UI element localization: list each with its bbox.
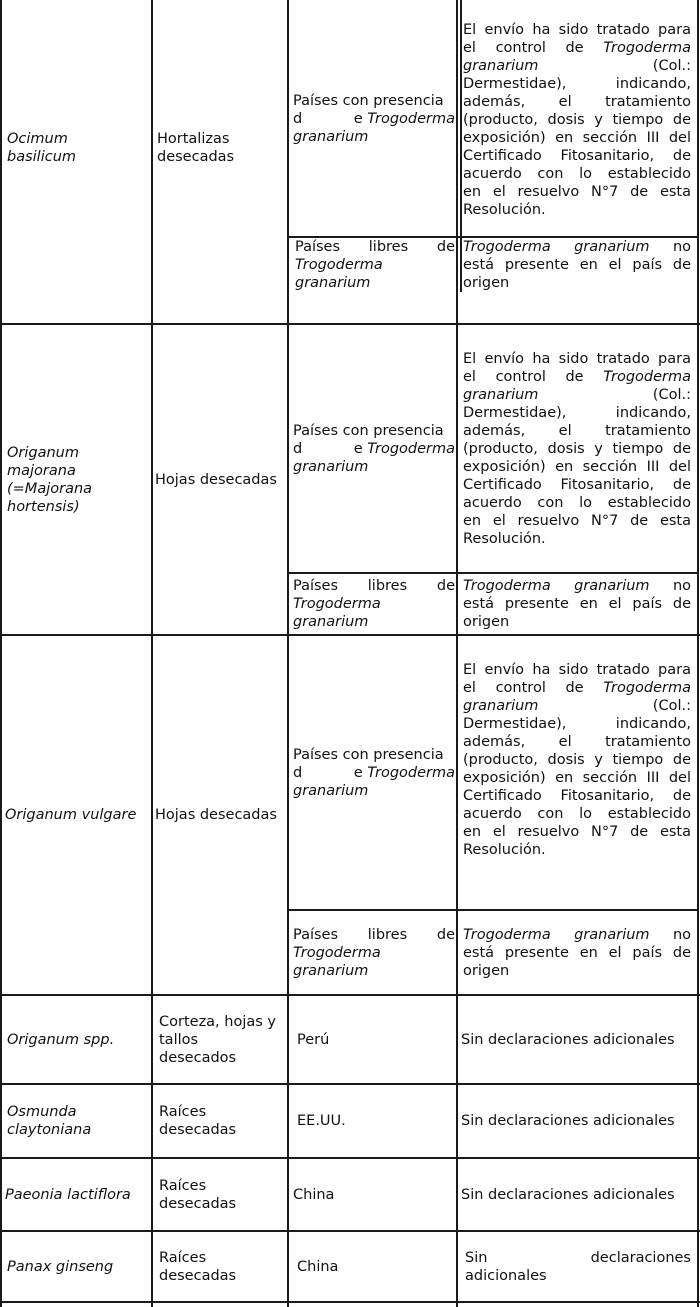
requirement-presence-cell <box>463 342 691 556</box>
species-name-line: majorana <box>7 462 76 479</box>
product-line: desecadas <box>159 1195 237 1212</box>
product-cell <box>155 636 287 994</box>
requirement-line: Trogoderma granarium no <box>463 926 692 943</box>
requirement-line: El envío ha sido tratado para <box>463 22 691 38</box>
product-line: tallos <box>159 1031 199 1048</box>
origin-line: granarium <box>293 782 369 799</box>
requirement-cell <box>465 1232 691 1301</box>
product-line: desecadas <box>159 1122 237 1138</box>
species-cell <box>5 636 151 994</box>
requirement-text: Sin declaraciones adicionales <box>461 1186 675 1203</box>
product-line: Hortalizas <box>157 131 230 147</box>
species-name-line: Origanum <box>7 444 79 461</box>
origin-line: d e Trogoderma <box>293 440 455 457</box>
origin-line: Países con presencia <box>293 422 444 439</box>
requirement-line: está presente en el país de <box>463 257 691 273</box>
product-line: Hojas desecadas <box>155 471 277 488</box>
product-line: Raíces <box>159 1249 207 1266</box>
species-name-line: Paeonia lactiflora <box>5 1186 131 1203</box>
requirement-line: Resolución. <box>463 842 546 858</box>
product-line: Hojas desecadas <box>155 807 277 823</box>
species-name-line: Panax ginseng <box>7 1258 114 1275</box>
column-divider-1 <box>151 0 153 1307</box>
product-cell <box>159 996 287 1083</box>
requirement-line: El envío ha sido tratado para <box>463 351 691 367</box>
origin-free-cell <box>293 911 455 994</box>
requirement-line: además, el tratamiento <box>463 423 691 439</box>
requirement-line: el control de Trogoderma <box>463 369 691 385</box>
requirement-presence-cell <box>463 655 691 865</box>
origin-line: Países con presencia <box>293 746 444 763</box>
requirement-line: El envío ha sido tratado para <box>463 662 691 678</box>
origin-presence-cell <box>293 2 455 236</box>
requirement-line: granarium (Col.: <box>463 698 691 714</box>
origin-free-cell <box>295 238 455 292</box>
species-cell <box>5 1159 151 1230</box>
requirement-line: Dermestidae), indicando, <box>463 405 691 421</box>
origin-line: granarium <box>295 275 371 291</box>
product-cell <box>159 1085 287 1157</box>
requirement-line: acuerdo con lo establecido <box>463 806 691 822</box>
origin-line: Trogoderma <box>295 257 383 273</box>
origin-country: China <box>297 1258 339 1275</box>
origin-country: China <box>293 1186 335 1203</box>
requirement-line: adicionales <box>465 1267 547 1284</box>
origin-country: Perú <box>297 1031 330 1048</box>
product-line: Raíces <box>159 1177 207 1194</box>
requirement-free-cell <box>463 574 691 634</box>
species-cell <box>7 1232 147 1301</box>
requirement-line: Certificado Fitosanitario, de <box>463 788 691 804</box>
requirement-line: acuerdo con lo establecido <box>463 166 691 182</box>
species-name-line: Ocimum <box>7 131 68 147</box>
requirement-line: además, el tratamiento <box>463 734 691 750</box>
requirement-line: además, el tratamiento <box>463 94 691 110</box>
requirement-line: en el resuelvo N°7 de esta <box>463 513 691 529</box>
requirement-line: Dermestidae), indicando, <box>463 716 691 732</box>
requirement-line: Trogoderma granarium no <box>463 239 692 255</box>
species-name-line: claytoniana <box>7 1122 92 1138</box>
requirement-free-cell <box>463 238 691 292</box>
product-cell <box>159 1232 287 1301</box>
product-line: desecadas <box>159 1267 237 1284</box>
requirement-line: está presente en el país de <box>463 596 691 612</box>
origin-line: Países con presencia <box>293 93 444 109</box>
requirement-line: Sin declaraciones <box>465 1249 691 1266</box>
requirement-line: en el resuelvo N°7 de esta <box>463 824 691 840</box>
requirement-line: acuerdo con lo establecido <box>463 495 691 511</box>
product-line: desecados <box>159 1049 237 1066</box>
origin-cell <box>297 1085 455 1157</box>
column-divider-3b <box>460 0 462 292</box>
requirement-line: granarium (Col.: <box>463 387 691 403</box>
requirement-line: granarium (Col.: <box>463 58 691 74</box>
origin-line: granarium <box>293 458 369 475</box>
species-name-line: Origanum vulgare <box>5 807 137 823</box>
requirement-line: exposición) en sección III del <box>463 130 691 146</box>
origin-line: d e Trogoderma <box>293 764 455 781</box>
requirement-cell <box>461 1159 695 1230</box>
origin-line: granarium <box>293 614 369 630</box>
requirement-line: exposición) en sección III del <box>463 770 691 786</box>
requirement-line: Certificado Fitosanitario, de <box>463 477 691 493</box>
origin-cell <box>297 1232 455 1301</box>
origin-line: Países libres de <box>293 926 455 943</box>
column-divider-2 <box>287 0 289 1307</box>
species-cell <box>7 1085 147 1157</box>
species-name-line: (=Majorana <box>7 480 93 497</box>
requirement-free-cell <box>463 911 691 994</box>
requirement-cell <box>461 1085 695 1157</box>
requirement-line: origen <box>463 275 510 291</box>
requirement-line: el control de Trogoderma <box>463 680 691 696</box>
origin-presence-cell <box>293 636 455 909</box>
species-name-line: hortensis) <box>7 498 80 515</box>
origin-line: Trogoderma <box>293 944 381 961</box>
origin-line: Países libres de <box>293 578 455 594</box>
requirement-line: está presente en el país de <box>463 944 691 961</box>
product-cell <box>155 325 287 634</box>
requirement-line: Resolución. <box>463 202 546 218</box>
requirement-presence-cell <box>463 18 691 222</box>
origin-line: Trogoderma <box>293 596 381 612</box>
requirement-line: (producto, dosis y tiempo de <box>463 112 691 128</box>
requirement-line: Resolución. <box>463 531 546 547</box>
requirement-line: origen <box>463 962 510 979</box>
origin-free-cell <box>293 574 455 634</box>
row-divider-4 <box>0 1301 700 1303</box>
product-cell <box>157 2 285 294</box>
species-name-line: Osmunda <box>7 1104 77 1120</box>
species-cell <box>7 325 147 634</box>
requirement-line: exposición) en sección III del <box>463 459 691 475</box>
origin-country: EE.UU. <box>297 1113 346 1129</box>
species-name-line: Origanum spp. <box>7 1031 115 1048</box>
origin-cell <box>297 996 455 1083</box>
product-line: Corteza, hojas y <box>159 1013 276 1030</box>
species-cell <box>7 996 147 1083</box>
requirement-line: Dermestidae), indicando, <box>463 76 691 92</box>
requirement-line: (producto, dosis y tiempo de <box>463 441 691 457</box>
requirement-line: en el resuelvo N°7 de esta <box>463 184 691 200</box>
table-right-border <box>697 0 699 1307</box>
requirement-line: Trogoderma granarium no <box>463 578 692 594</box>
origin-line: granarium <box>293 129 369 145</box>
species-cell <box>7 2 147 294</box>
requirement-line: el control de Trogoderma <box>463 40 691 56</box>
requirement-line: Certificado Fitosanitario, de <box>463 148 691 164</box>
product-cell <box>159 1159 287 1230</box>
origin-line: granarium <box>293 962 369 979</box>
origin-line: d e Trogoderma <box>293 111 455 127</box>
product-line: desecadas <box>157 149 235 165</box>
column-divider-3 <box>456 0 458 1307</box>
requirement-line: (producto, dosis y tiempo de <box>463 752 691 768</box>
origin-presence-cell <box>293 325 455 572</box>
requirement-text: Sin declaraciones adicionales <box>461 1031 675 1048</box>
product-line: Raíces <box>159 1104 207 1120</box>
requirement-line: origen <box>463 614 510 630</box>
table-left-border <box>0 0 2 1307</box>
requirement-text: Sin declaraciones adicionales <box>461 1113 675 1129</box>
origin-line: Países libres de <box>295 239 455 255</box>
requirement-cell <box>461 996 695 1083</box>
species-name-line: basilicum <box>7 149 77 165</box>
origin-cell <box>293 1159 455 1230</box>
